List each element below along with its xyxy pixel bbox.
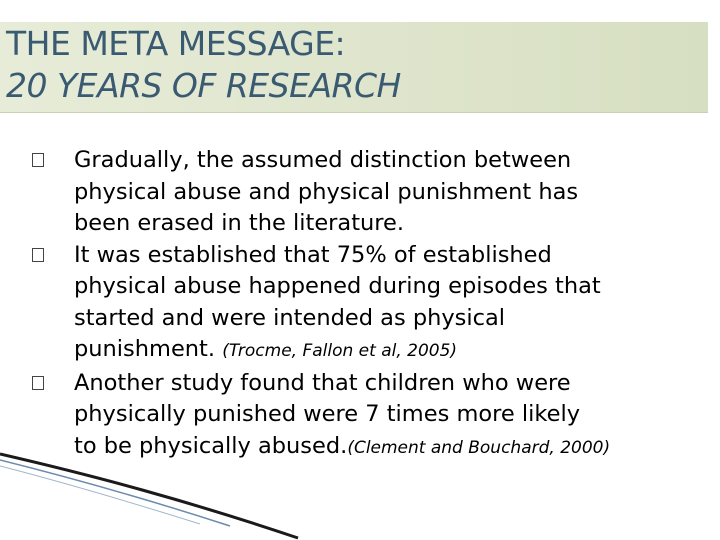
bullet-line: It was established that 75% of established — [74, 241, 552, 268]
citation: (Trocme, Fallon et al, 2005) — [222, 341, 458, 361]
slide-subtitle: 20 YEARS OF RESEARCH — [6, 66, 401, 105]
bullet-line: Another study found that children who were — [74, 369, 571, 396]
bullet-line: punishment. — [74, 336, 216, 362]
bullet-item — [32, 145, 702, 240]
square-bullet-icon — [32, 248, 44, 262]
bullet-line: physical abuse and physical punishment has — [74, 178, 579, 205]
bullet-line: physical abuse happened during episodes that — [74, 273, 601, 299]
bullet-line: physically punished were 7 times more likely — [74, 401, 581, 427]
bullet-line-with-citation — [74, 334, 702, 368]
decorative-swoosh — [0, 437, 720, 540]
citation: (Clement and Bouchard, 2000) — [347, 437, 611, 458]
square-bullet-icon — [32, 153, 44, 167]
bullet-line: Gradually, the assumed distinction between — [74, 147, 572, 173]
bullet-line: started and were intended as physical — [74, 304, 506, 331]
bullet-line: been erased in the literature. — [74, 210, 405, 236]
bullet-line: to be physically abused. — [74, 432, 348, 459]
bullet-list — [32, 145, 702, 464]
bullet-item — [32, 240, 702, 368]
slide-title: THE META MESSAGE: — [6, 24, 346, 63]
square-bullet-icon — [32, 376, 44, 390]
